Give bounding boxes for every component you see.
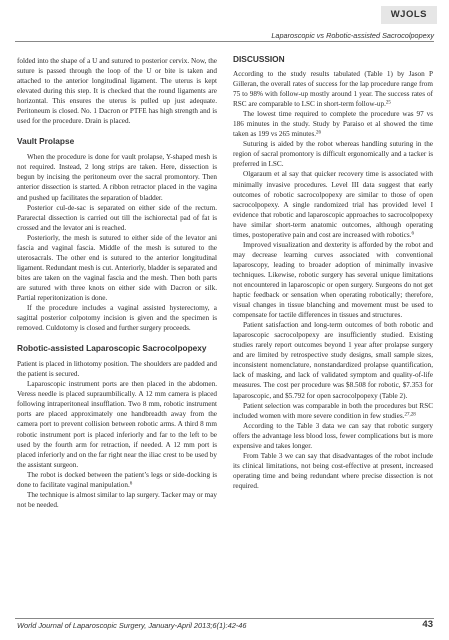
paragraph: The technique is almost similar to lap surgery. Tacker may or may not be needed. bbox=[17, 490, 217, 509]
paragraph: Patient satisfaction and long-term outcomes of both robotic and laparoscopic sacrocolpopexy are insufficiently studied. Existing studies rarely report outcomes beyond 1 year after prolapse surgery and are limited by retrospective study designs, small sample sizes, inconsistent nomenclature, nonstandardized prolapse quantification, lack of masking, and lack of validated symptom and quality-of-life measures. The cost per procedure was $8.508 for robotic, $7.353 for laparoscopic, and $5.792 for open sacrocolpopexy (Table 2). bbox=[233, 321, 433, 400]
paragraph: Suturing is aided by the robot whereas handling suturing in the region of sacral promontory is difficult ergonomically and a tacker is preferred in LSC. bbox=[233, 140, 433, 169]
section-heading-robotic: Robotic-assisted Laparoscopic Sacrocolpopexy bbox=[17, 343, 207, 354]
header-rule bbox=[15, 41, 434, 42]
paragraph-text: The robot is docked between the patient’s legs or side-docking is done to facilitate vaginal manipulation. bbox=[17, 470, 217, 489]
paragraph: folded into the shape of a U and sutured to posterior cervix. Now, the suture is passed through the loop of the U or bite is taken and attached to the anterior longitudinal ligament. The uterus is kept elevated during this step. It is checked that the round ligaments are horizontal. This ensures the uterus is pulled up just adequate. Peritoneum is closed. No. 1 Dacron or PTFE has high strength and is used for the procedure. Drain is placed. bbox=[17, 57, 217, 126]
paragraph: From Table 3 we can say that disadvantages of the robot include its clinical limitations, not being cost-effective at present, increased operating time and being redundant where precise dissection is not required. bbox=[233, 451, 433, 490]
page-number: 43 bbox=[422, 619, 433, 630]
running-title: Laparoscopic vs Robotic-assisted Sacrocolpopexy bbox=[271, 31, 434, 40]
paragraph bbox=[233, 69, 433, 109]
citation: 6 bbox=[411, 231, 414, 237]
paragraph bbox=[233, 109, 433, 139]
citation: 25 bbox=[385, 100, 391, 106]
right-column bbox=[233, 47, 433, 491]
footer-journal-citation: World Journal of Laparoscopic Surgery, January-April 2013;6(1):42-46 bbox=[17, 621, 247, 630]
paragraph: Laparoscopic instrument ports are then placed in the abdomen. Veress needle is placed supraumbilically. A 12 mm camera is placed following intraperitoneal insufflation. Two 8 mm, robotic instrument ports are placed approximately one handbreadth away from the camera port to prevent collision between robotic arms. A third 8 mm robotic instrument port is placed inferiorly and far to the left to be used by the fourth arm for retraction, if needed. A 12 mm port is placed inferiorly and on the far right near the iliac crest to be used by the assistant surgeon. bbox=[17, 380, 217, 469]
section-heading-vault-prolapse: Vault Prolapse bbox=[17, 136, 75, 147]
paragraph-text: Olgaraum et al say that quicker recovery time is associated with minimally invasive procedures. Level III data suggest that early outcomes of robotic sacrocolpopexy are similar to those of open sacrocolpopexy. A single randomized trial has provided level I evidence that robotic and laparoscopic approaches to sacrocolpopexy have similar short-term anatomic outcomes, although operating times, postoperative pain and cost are increased with robotics. bbox=[233, 170, 433, 239]
paragraph: When the procedure is done for vault prolapse, Y-shaped mesh is not required. Instead, 2 long strips are taken. Here, dissection is begun by incising the peritoneum over the sacral promontory. Then anterior dissection is started. A ribbon retractor placed in the vagina and pushed up facilitates the separation of bladder. bbox=[17, 153, 217, 202]
paragraph: Improved visualization and dexterity is afforded by the robot and may decrease learning curves associated with conventional laparoscopy, leading to broader adoption of minimally invasive techniques. Likewise, robotic surgery has several unique limitations not encountered in laparoscopic or open surgery. Surgeons do not get haptic feedback or sensation when operating robotically; therefore, visual changes in tissue blanching and movement must be used to compensate for tactile differences in tissues and structures. bbox=[233, 240, 433, 320]
paragraph-text: The lowest time required to complete the procedure was 97 vs 186 minutes in the study. Study by Paraiso et al showed the time taken as 199 vs 265 minutes. bbox=[233, 110, 433, 139]
paragraph-text: Patient selection was comparable in both the procedures but RSC included women with more severe condition in few studies. bbox=[233, 401, 433, 420]
paragraph bbox=[233, 169, 433, 239]
left-column bbox=[17, 47, 217, 510]
paragraph: Posterior cul-de-sac is separated on either side of the rectum. Pararectal dissection is carried out till the ischiorectal pad of fat is crossed and the levator ani is reached. bbox=[17, 203, 217, 232]
footer-rule bbox=[15, 618, 434, 619]
citation: 27,28 bbox=[404, 412, 416, 418]
paragraph-text: According to the study results tabulated (Table 1) by Jason P Gilleran, the overall rates of success for the lap procedure range from 75 to 98% with follow-up mostly around 1 year. The success rates of RSC are comparable to LSC in short-term follow-up. bbox=[233, 70, 433, 109]
paragraph: Posteriorly, the mesh is sutured to either side of the levator ani fascia and vaginal fascia. Middle of the mesh is sutured to the uterosacrals. The other end is sutured to the anterior longitudinal ligament. Redundant mesh is cut. Anteriorly, bladder is separated and bites are taken on the vaginal fascia and the mesh. Then both parts are sutured with three knots on either side with Dacron or silk. Partial reperitonization is done. bbox=[17, 233, 217, 302]
citation: 26 bbox=[316, 130, 322, 136]
citation: 6 bbox=[129, 481, 133, 487]
paragraph: According to the Table 3 data we can say that robotic surgery offers the advantage less blood loss, fewer complications but is more expensive and takes longer. bbox=[233, 421, 433, 450]
section-heading-discussion: DISCUSSION bbox=[233, 54, 285, 64]
journal-badge: WJOLS bbox=[381, 6, 437, 24]
paragraph bbox=[233, 401, 433, 421]
paragraph: If the procedure includes a vaginal assisted hysterectomy, a sagittal posterior colpotomy incision is given and the specimen is removed. Culdotomy is closed and further surgery proceeds. bbox=[17, 304, 217, 333]
paragraph bbox=[17, 470, 217, 490]
paragraph: Patient is placed in lithotomy position. The shoulders are padded and the patient is secured. bbox=[17, 360, 217, 379]
